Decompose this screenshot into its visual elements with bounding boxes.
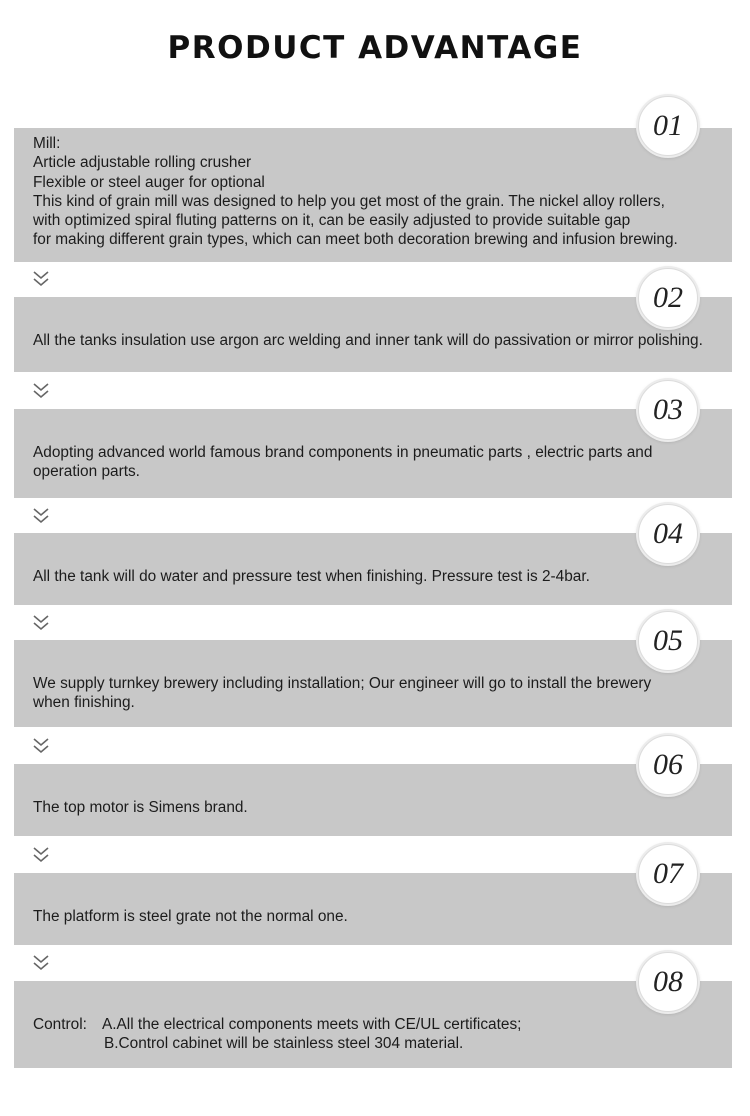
text-line: We supply turnkey brewery including installation; Our engineer will go to install the brewery — [33, 675, 652, 692]
advantage-text-01 — [33, 134, 733, 250]
double-chevron-down-icon — [31, 953, 51, 973]
control-label: Control: — [33, 1016, 87, 1033]
text-line: All the tank will do water and pressure test when finishing. Pressure test is 2-4bar. — [33, 568, 590, 585]
double-chevron-down-icon — [31, 381, 51, 401]
text-line: Mill: — [33, 135, 61, 152]
number-badge-07: 07 — [638, 844, 698, 904]
page-title: PRODUCT ADVANTAGE — [167, 30, 583, 66]
double-chevron-down-icon — [31, 506, 51, 526]
text-line: The top motor is Simens brand. — [33, 799, 248, 816]
advantage-text-05 — [33, 674, 733, 713]
advantage-text-07 — [33, 907, 733, 926]
text-line: when finishing. — [33, 694, 135, 712]
text-line: All the tanks insulation use argon arc welding and inner tank will do passivation or mirror polishing. — [33, 332, 703, 349]
text-line: B.Control cabinet will be stainless steel 304 material. — [104, 1035, 464, 1053]
advantage-text-02 — [33, 331, 733, 350]
text-line: Article adjustable rolling crusher — [33, 154, 252, 172]
double-chevron-down-icon — [31, 736, 51, 756]
text-line: Adopting advanced world famous brand components in pneumatic parts , electric parts and — [33, 444, 653, 461]
text-line: This kind of grain mill was designed to help you get most of the grain. The nickel alloy rollers, — [33, 192, 665, 210]
text-line: with optimized spiral fluting patterns on it, can be easily adjusted to provide suitable gap — [33, 212, 631, 230]
number-badge-04: 04 — [638, 504, 698, 564]
number-badge-08: 08 — [638, 952, 698, 1012]
text-line: A.All the electrical components meets with CE/UL certificates; — [102, 1016, 522, 1033]
control-lines — [102, 1015, 521, 1054]
double-chevron-down-icon — [31, 845, 51, 865]
number-badge-01: 01 — [638, 96, 698, 156]
double-chevron-down-icon — [31, 269, 51, 289]
number-badge-02: 02 — [638, 268, 698, 328]
text-line: for making different grain types, which can meet both decoration brewing and infusion brewing. — [33, 231, 678, 249]
advantage-text-03 — [33, 443, 733, 482]
double-chevron-down-icon — [31, 613, 51, 633]
advantage-text-06 — [33, 798, 733, 817]
number-badge-03: 03 — [638, 380, 698, 440]
text-line: The platform is steel grate not the normal one. — [33, 908, 348, 925]
advantage-text-08 — [33, 1015, 733, 1054]
text-line: Flexible or steel auger for optional — [33, 173, 265, 191]
number-badge-06: 06 — [638, 735, 698, 795]
number-badge-05: 05 — [638, 611, 698, 671]
advantage-text-04 — [33, 567, 733, 586]
control-block — [33, 1015, 733, 1054]
text-line: operation parts. — [33, 463, 140, 481]
